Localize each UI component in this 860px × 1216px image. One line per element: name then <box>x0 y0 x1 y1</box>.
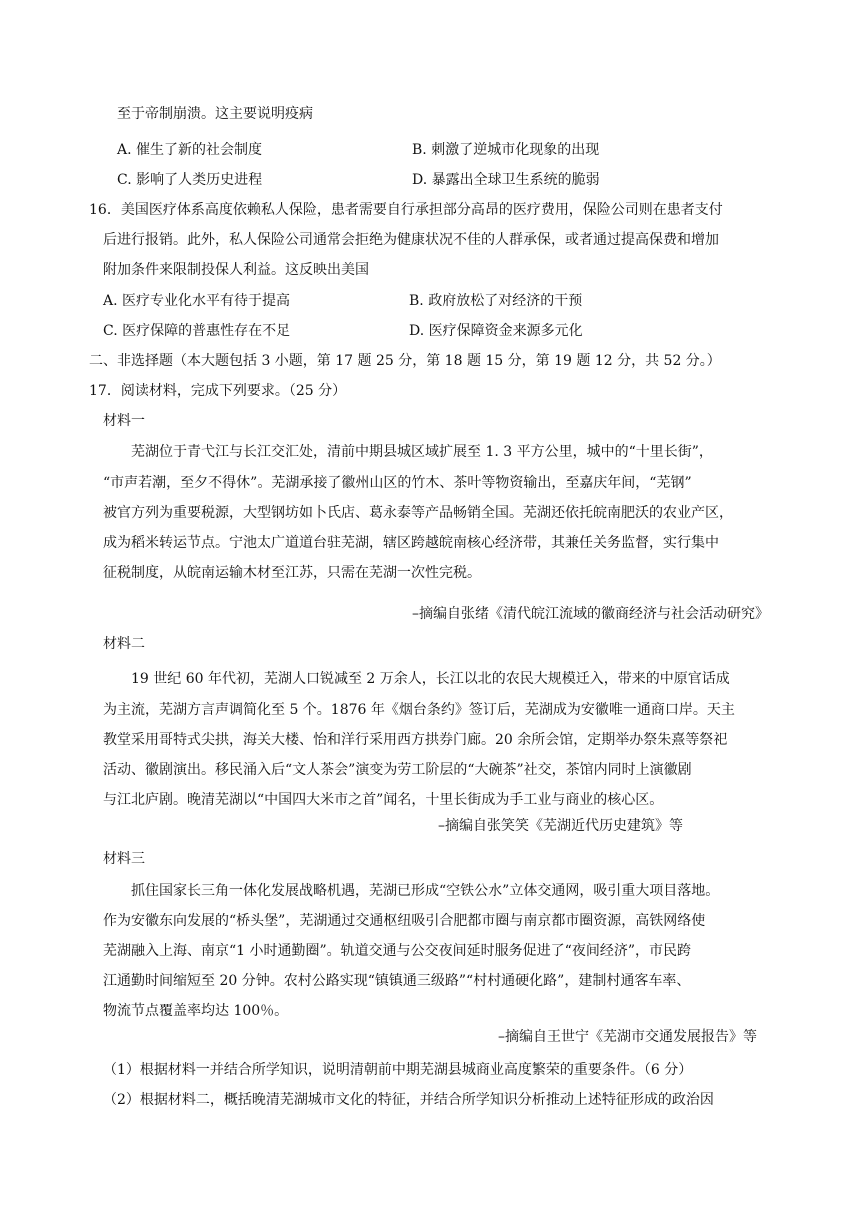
q17-subquestion-2: （2）根据材料二，概括晚清芜湖城市文化的特征，并结合所学知识分析推动上述特征形成的政治因 <box>103 1092 714 1108</box>
q17-material-1-line-5: 征税制度，从皖南运输木材至江苏，只需在芜湖一次性完税。 <box>103 565 481 581</box>
q15-stem-tail: 至于帝制崩溃。这主要说明疫病 <box>117 106 313 122</box>
q17-material-2-line-5: 与江北庐剧。晚清芜湖以“中国四大米市之首”闻名，十里长街成为手工业与商业的核心区。 <box>103 792 664 808</box>
q15-option-a: A. 催生了新的社会制度 <box>117 142 263 158</box>
q16-option-c: C. 医疗保障的普惠性存在不足 <box>103 323 291 339</box>
q17-material-1-line-4: 成为稻米转运节点。宁池太广道道台驻芜湖，辖区跨越皖南核心经济带，其兼任关务监督，实行集中 <box>103 535 719 551</box>
q15-option-d: D. 暴露出全球卫生系统的脆弱 <box>412 172 600 188</box>
q17-material-1-source: –摘编自张绪《清代皖江流域的徽商经济与社会活动研究》 <box>412 606 769 622</box>
q17-material-3-line-4: 江通勤时间缩短至 20 分钟。农村公路实现“镇镇通三级路”“村村通硬化路”，建制村通客车率、 <box>103 973 691 989</box>
q17-material-2-line-3: 教堂采用哥特式尖拱，海关大楼、怡和洋行采用西方拱券门廊。20 余所会馆，定期举办祭朱熹等祭祀 <box>103 732 728 748</box>
q17-material-3-line-1: 抓住国家长三角一体化发展战略机遇，芜湖已形成“空铁公水”立体交通网，吸引重大项目落地。 <box>131 883 720 899</box>
q15-option-c: C. 影响了人类历史进程 <box>117 172 263 188</box>
q17-material-2-line-2: 为主流，芜湖方言声调简化至 5 个。1876 年《烟台条约》签订后，芜湖成为安徽唯一通商口岸。天主 <box>103 702 735 718</box>
q17-material-2-label: 材料二 <box>103 636 145 652</box>
q17-material-3-line-2: 作为安徽东向发展的“桥头堡”，芜湖通过交通枢纽吸引合肥都市圈与南京都市圈资源，高铁网络使 <box>103 913 706 929</box>
q16-stem-line-1: 16．美国医疗体系高度依赖私人保险，患者需要自行承担部分高昂的医疗费用，保险公司则在患者支付 <box>89 202 723 218</box>
q17-material-2-line-4: 活动、徽剧演出。移民涌入后“文人茶会”演变为劳工阶层的“大碗茶”社交，茶馆内同时上演徽剧 <box>103 762 692 778</box>
q17-material-2-line-1: 19 世纪 60 年代初，芜湖人口锐减至 2 万余人，长江以北的农民大规模迁入，带来的中原官话成 <box>131 671 730 687</box>
q17-material-3-line-3: 芜湖融入上海、南京“1 小时通勤圈”。轨道交通与公交夜间延时服务促进了“夜间经济”，市民跨 <box>103 943 691 959</box>
q17-material-3-source: –摘编自王世宁《芜湖市交通发展报告》等 <box>498 1029 757 1045</box>
q16-option-d: D. 医疗保障资金来源多元化 <box>409 323 583 339</box>
q16-option-b: B. 政府放松了对经济的干预 <box>409 293 583 309</box>
q17-material-3-label: 材料三 <box>103 851 145 867</box>
q17-subquestion-1: （1）根据材料一并结合所学知识，说明清朝前中期芜湖县城商业高度繁荣的重要条件。（6 分） <box>103 1062 693 1078</box>
q17-material-1-label: 材料一 <box>103 413 145 429</box>
q17-material-1-line-3: 被官方列为重要税源，大型钢坊如卜氏店、葛永泰等产品畅销全国。芜湖还依托皖南肥沃的农业产区， <box>103 505 733 521</box>
q17-material-1-line-1: 芜湖位于青弋江与长江交汇处，清前中期县城区域扩展至 1. 3 平方公里，城中的“十里长街”， <box>131 444 713 460</box>
q15-option-b: B. 刺激了逆城市化现象的出现 <box>412 142 600 158</box>
q16-stem-line-2: 后进行报销。此外，私人保险公司通常会拒绝为健康状况不佳的人群承保，或者通过提高保费和增加 <box>103 232 719 248</box>
q16-option-a: A. 医疗专业化水平有待于提高 <box>103 293 291 309</box>
q17-stem: 17．阅读材料，完成下列要求。（25 分） <box>89 383 347 399</box>
section-2-title: 二、非选择题（本大题包括 3 小题，第 17 题 25 分，第 18 题 15 分，第 19 题 12 分，共 52 分。） <box>89 353 721 369</box>
q17-material-1-line-2: “市声若潮，至夕不得休”。芜湖承接了徽州山区的竹木、茶叶等物资输出，至嘉庆年间，“芜钢” <box>103 475 692 491</box>
q17-material-2-source: –摘编自张笑笑《芜湖近代历史建筑》等 <box>438 818 683 834</box>
q16-stem-line-3: 附加条件来限制投保人利益。这反映出美国 <box>103 262 369 278</box>
q17-material-3-line-5: 物流节点覆盖率均达 100％。 <box>103 1003 289 1019</box>
